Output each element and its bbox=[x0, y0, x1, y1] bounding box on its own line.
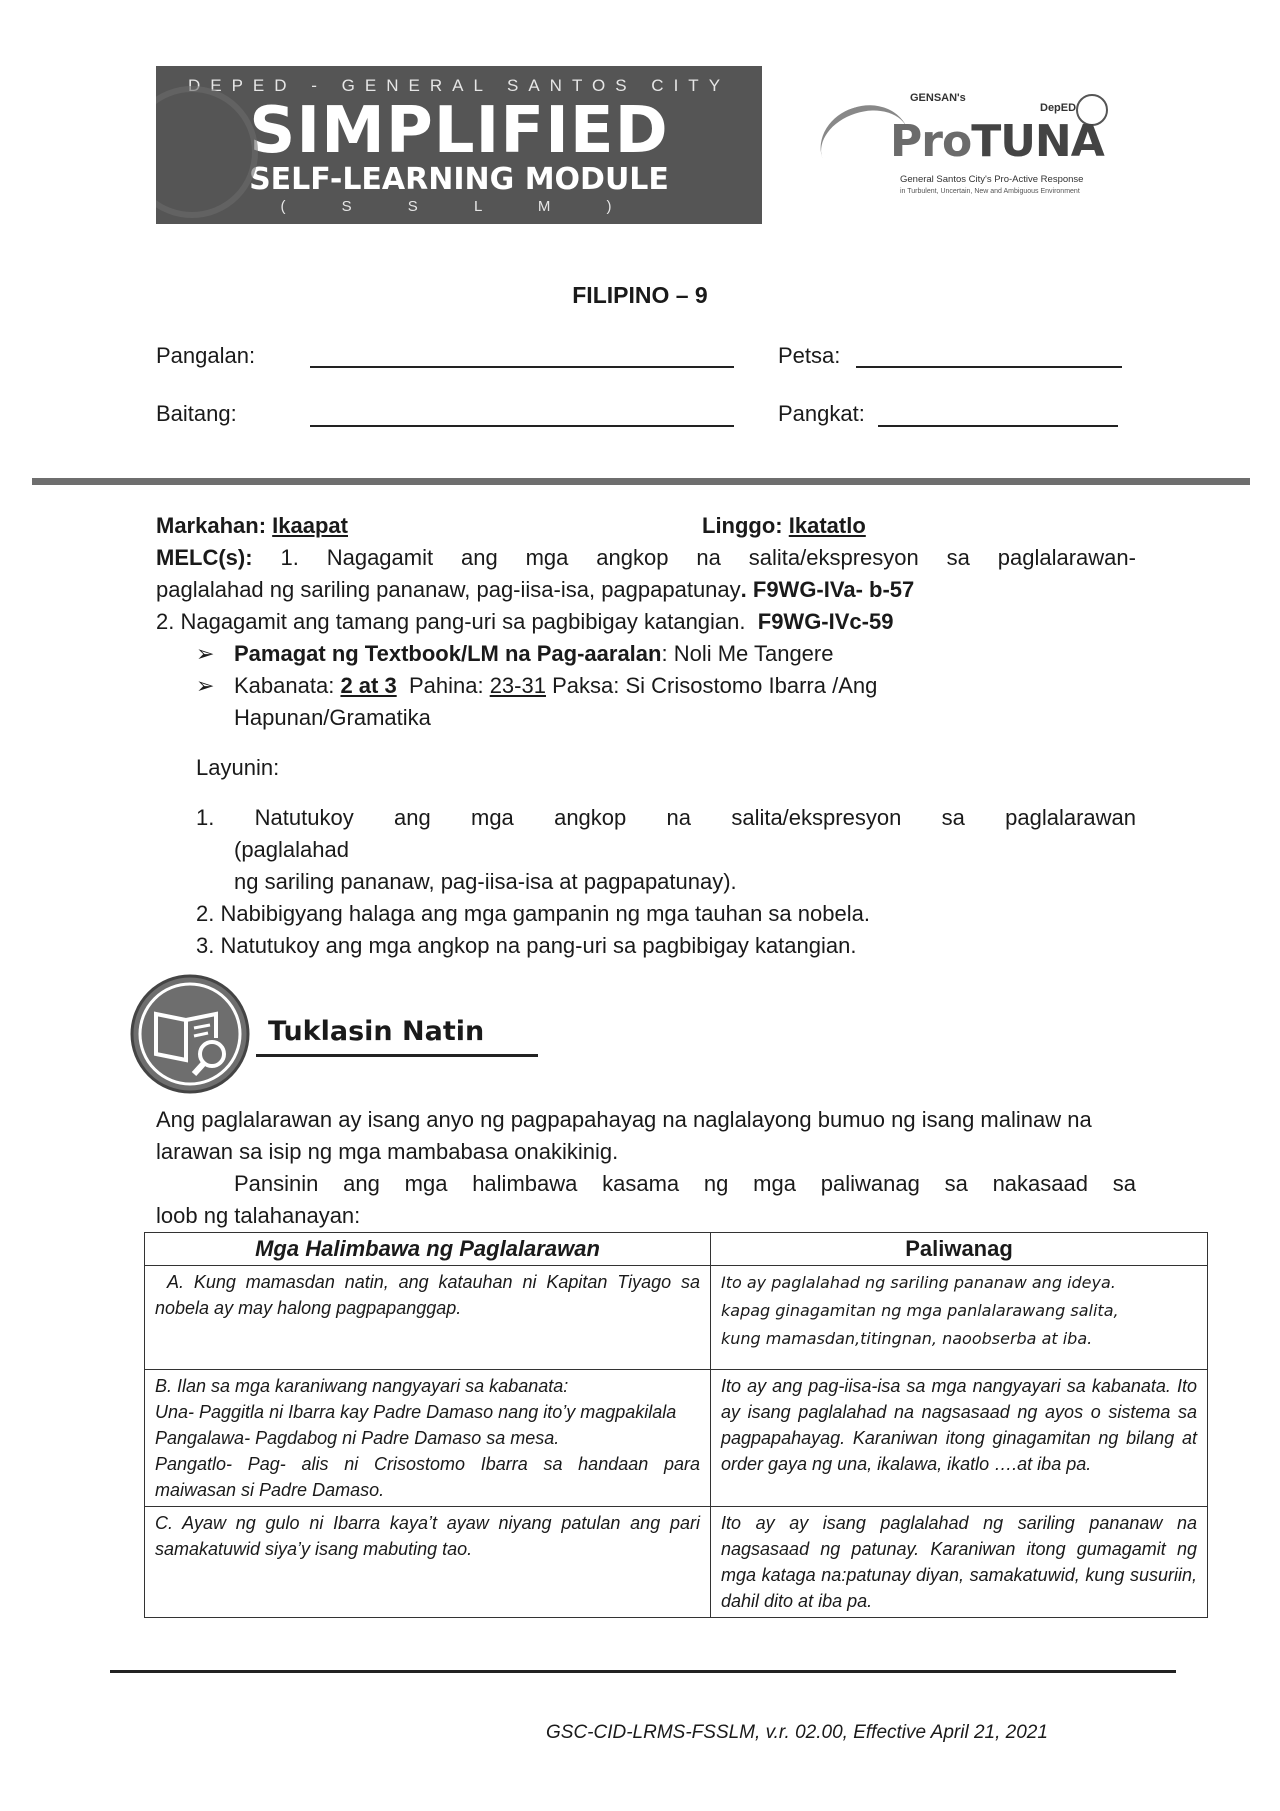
melc-line-2 bbox=[156, 574, 1136, 606]
section-label: Pangkat: bbox=[778, 401, 865, 426]
objective-1-b: (paglalahad bbox=[234, 837, 349, 862]
examples-table bbox=[144, 1232, 1208, 1618]
melc-1-a: 1. Nagagamit ang mga angkop na salita/ekspresyon sa paglalarawan- bbox=[280, 545, 1136, 570]
textbook-value: : Noli Me Tangere bbox=[661, 641, 834, 666]
section-title-underline bbox=[256, 1054, 538, 1057]
quarter-value: Ikaapat bbox=[272, 513, 348, 538]
explanation-b-text: Ito ay ang pag-iisa-isa sa mga nangyayari sa kabanata. Ito ay isang paglalahad na nagsasaad ng ayos o sistema sa pagpapahayag. Karaniwan itong ginagamitan ng bilang at order gaya ng una, ikalawa, ikatlo ….at iba pa. bbox=[721, 1376, 1197, 1474]
table-cell-explanation-a bbox=[711, 1266, 1208, 1370]
table-row bbox=[145, 1266, 1208, 1370]
table-cell-example-c bbox=[145, 1507, 711, 1618]
melc-1-code: . F9WG-IVa- b-57 bbox=[740, 577, 915, 602]
week-label: Linggo: bbox=[702, 513, 783, 538]
example-b-4: Pangatlo- Pag- alis ni Crisostomo Ibarra sa handaan para maiwasan si Padre Damaso. bbox=[155, 1454, 700, 1500]
explanation-a-3: kung mamasdan,titingnan, naoobserba at iba. bbox=[721, 1329, 1093, 1348]
bullet-textbook-text bbox=[196, 638, 1136, 670]
example-a-text: A. Kung mamasdan natin, ang katauhan ni Kapitan Tiyago sa nobela ay may halong pagpapanggap. bbox=[155, 1272, 700, 1318]
quarter-week-row bbox=[156, 510, 1136, 542]
explanation-a-1: Ito ay paglalahad ng sariling pananaw ang ideya. bbox=[721, 1273, 1116, 1292]
explanation-a-2: kapag ginagamitan ng mga panlalarawang salita, bbox=[721, 1301, 1119, 1320]
melc-label: MELC(s): bbox=[156, 545, 253, 570]
table-cell-example-b bbox=[145, 1370, 711, 1507]
melc-2-code: F9WG-IVc-59 bbox=[757, 609, 894, 634]
name-field[interactable] bbox=[310, 366, 734, 368]
logo-gensan: GENSAN's bbox=[910, 92, 966, 104]
grade-field[interactable] bbox=[310, 425, 734, 427]
table-cell-example-a bbox=[145, 1266, 711, 1370]
section-title: Tuklasin Natin bbox=[268, 1016, 485, 1047]
table-row bbox=[145, 1507, 1208, 1618]
banner-top-text: DEPED - GENERAL SANTOS CITY bbox=[187, 76, 731, 95]
table-header-explanation: Paliwanag bbox=[711, 1233, 1208, 1266]
paragraph-2-a: Pansinin ang mga halimbawa kasama ng mga paliwanag sa nakasaad sa bbox=[234, 1171, 1136, 1196]
textbook-label: Pamagat ng Textbook/LM na Pag-aaralan bbox=[234, 641, 662, 666]
page-label: Pahina: bbox=[408, 673, 484, 698]
footer-text: GSC-CID-LRMS-FSSLM, v.r. 02.00, Effective April 21, 2021 bbox=[546, 1722, 1048, 1743]
objectives-list bbox=[196, 802, 1136, 962]
melc-line-3 bbox=[156, 606, 1136, 638]
objective-1-a: 1. Natutukoy ang mga angkop na salita/ekspresyon sa paglalarawan bbox=[196, 805, 1136, 830]
table-header-examples: Mga Halimbawa ng Paglalarawan bbox=[145, 1233, 711, 1266]
example-b-1: B. Ilan sa mga karaniwang nangyayari sa kabanata: bbox=[155, 1376, 569, 1396]
chapter-label: Kabanata: bbox=[234, 673, 335, 698]
arrow-bullet-icon: ➢ bbox=[196, 673, 215, 698]
banner-acronym: ( S S L M ) bbox=[280, 198, 638, 215]
name-label: Pangalan: bbox=[156, 343, 256, 368]
logo-tagline-2: in Turbulent, Uncertain, New and Ambiguous Environment bbox=[900, 188, 1080, 195]
table-row bbox=[145, 1370, 1208, 1507]
banner-subtitle: SELF-LEARNING MODULE bbox=[249, 162, 669, 197]
book-search-icon bbox=[128, 972, 252, 1096]
objectives-label: Layunin: bbox=[196, 755, 280, 780]
header-divider bbox=[32, 478, 1250, 485]
paragraph-2-b: loob ng talahanayan: bbox=[156, 1203, 361, 1228]
sslm-banner bbox=[156, 66, 762, 224]
example-c-text: C. Ayaw ng gulo ni Ibarra kaya’t ayaw niyang patulan ang pari samakatuwid siya’y isang mabuting tao. bbox=[155, 1513, 700, 1559]
date-label: Petsa: bbox=[778, 343, 841, 368]
logo-wordmark bbox=[890, 116, 1104, 167]
intro-paragraph bbox=[156, 1104, 1136, 1232]
table-cell-explanation-b bbox=[711, 1370, 1208, 1507]
week-value: Ikatatlo bbox=[788, 513, 866, 538]
logo-pro: Pro bbox=[890, 116, 972, 167]
table-header-row bbox=[145, 1233, 1208, 1266]
week-group bbox=[702, 510, 866, 542]
topic-text: Paksa: Si Crisostomo Ibarra /Ang bbox=[552, 673, 878, 698]
bullet-chapter-text bbox=[196, 670, 1136, 734]
logo-tagline: General Santos City's Pro-Active Response bbox=[900, 174, 1084, 185]
protuna-logo bbox=[820, 84, 1120, 214]
bullet-chapter bbox=[156, 670, 1136, 734]
example-b-3: Pangalawa- Pagdabog ni Padre Damaso sa mesa. bbox=[155, 1428, 560, 1448]
logo-tuna: TUNA bbox=[971, 116, 1104, 167]
footer-divider bbox=[110, 1670, 1176, 1673]
objective-1-c: ng sariling pananaw, pag-iisa-isa at pagpapatunay). bbox=[234, 869, 737, 894]
logo-deped: DepED bbox=[1040, 102, 1077, 114]
arrow-bullet-icon: ➢ bbox=[196, 641, 215, 666]
example-b-2: Una- Paggitla ni Ibarra kay Padre Damaso nang ito’y magpakilala bbox=[155, 1402, 677, 1422]
melc-1-b: paglalahad ng sariling pananaw, pag-iisa-isa, pagpapatunay bbox=[156, 577, 741, 602]
paragraph-1: Ang paglalarawan ay isang anyo ng pagpapahayag na naglalayong bumuo ng isang malinaw na larawan sa isip ng mga mambabasa onakikinig. bbox=[156, 1107, 1092, 1164]
page-value: 23-31 bbox=[489, 673, 546, 698]
topic-text-b: Hapunan/Gramatika bbox=[234, 705, 431, 730]
table-cell-explanation-c bbox=[711, 1507, 1208, 1618]
quarter-label: Markahan: bbox=[156, 513, 267, 538]
bullet-textbook bbox=[156, 638, 1136, 670]
banner-title: SIMPLIFIED bbox=[249, 94, 669, 168]
date-field[interactable] bbox=[856, 366, 1122, 368]
objective-2: 2. Nabibigyang halaga ang mga gampanin ng mga tauhan sa nobela. bbox=[196, 901, 870, 926]
chapter-value: 2 at 3 bbox=[340, 673, 397, 698]
grade-label: Baitang: bbox=[156, 401, 237, 426]
explanation-c-text: Ito ay ay isang paglalahad ng sariling pananaw na nagsasaad ng patunay. Karaniwan itong gumagamit ng mga kataga na:patunay diyan, samakatuwid, kung susuriin, dahil dito at iba pa. bbox=[721, 1513, 1197, 1611]
subject-title: FILIPINO – 9 bbox=[572, 282, 708, 308]
section-field[interactable] bbox=[878, 425, 1118, 427]
melc-line-1 bbox=[156, 542, 1136, 574]
lesson-info bbox=[156, 510, 1136, 734]
melc-2: 2. Nagagamit ang tamang pang-uri sa pagbibigay katangian. bbox=[156, 609, 746, 634]
objective-3: 3. Natutukoy ang mga angkop na pang-uri sa pagbibigay katangian. bbox=[196, 933, 857, 958]
